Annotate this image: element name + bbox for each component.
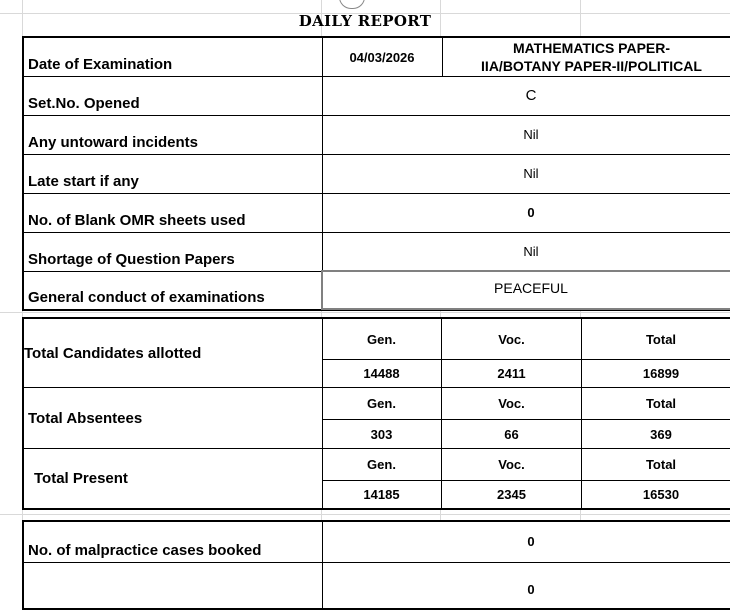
allotted-total: 16899 [642, 366, 680, 381]
candidates-table [22, 317, 730, 510]
emblem-logo [339, 0, 365, 9]
gen-header: Gen. [367, 457, 396, 472]
voc-header: Voc. [498, 331, 525, 347]
subject-line: MATHEMATICS PAPER- [512, 40, 671, 56]
set-no-label: Set.No. Opened [28, 95, 140, 112]
allotted-gen: 14488 [363, 366, 400, 381]
untoward-incidents-label: Any untoward incidents [28, 134, 199, 151]
present-total: 16530 [642, 487, 680, 502]
gen-header: Gen. [367, 396, 396, 411]
total-header: Total [645, 331, 677, 347]
present-voc: 2345 [497, 487, 526, 502]
total-header: Total [645, 396, 677, 411]
date-label: Date of Examination [28, 56, 173, 73]
present-gen: 14185 [363, 487, 400, 502]
absentees-total: 369 [650, 426, 672, 442]
conduct-label: General conduct of examinations [28, 289, 265, 306]
absentees-gen: 303 [370, 426, 393, 442]
report-details-table [22, 36, 730, 311]
allotted-label: Total Candidates allotted [24, 344, 202, 362]
gen-header: Gen. [367, 331, 396, 347]
next-row-value: 0 [527, 582, 535, 597]
set-no-value: C [525, 87, 537, 104]
late-start-value: Nil [523, 166, 539, 181]
voc-header: Voc. [498, 457, 525, 472]
shortage-value: Nil [523, 244, 539, 259]
total-header: Total [645, 457, 677, 472]
untoward-incidents-value: Nil [523, 127, 539, 142]
blank-omr-value: 0 [527, 205, 535, 220]
malpractice-value: 0 [527, 534, 535, 549]
allotted-voc: 2411 [497, 366, 526, 381]
date-value: 04/03/2026 [349, 49, 415, 65]
sheet-gridline [0, 514, 730, 515]
malpractice-table [22, 520, 730, 610]
late-start-label: Late start if any [28, 173, 139, 190]
absentees-voc: 66 [504, 426, 519, 442]
shortage-label: Shortage of Question Papers [28, 251, 235, 268]
sheet-gridline [0, 312, 730, 313]
subject-line: IIA/BOTANY PAPER-II/POLITICAL [481, 58, 702, 74]
malpractice-label: No. of malpractice cases booked [28, 542, 262, 559]
report-title: DAILY REPORT [298, 12, 432, 30]
absentees-label: Total Absentees [28, 409, 143, 427]
blank-omr-label: No. of Blank OMR sheets used [28, 212, 246, 229]
voc-header: Voc. [498, 396, 525, 411]
conduct-value: PEACEFUL [494, 280, 568, 296]
present-label: Total Present [34, 470, 128, 487]
subject-name [443, 38, 730, 76]
